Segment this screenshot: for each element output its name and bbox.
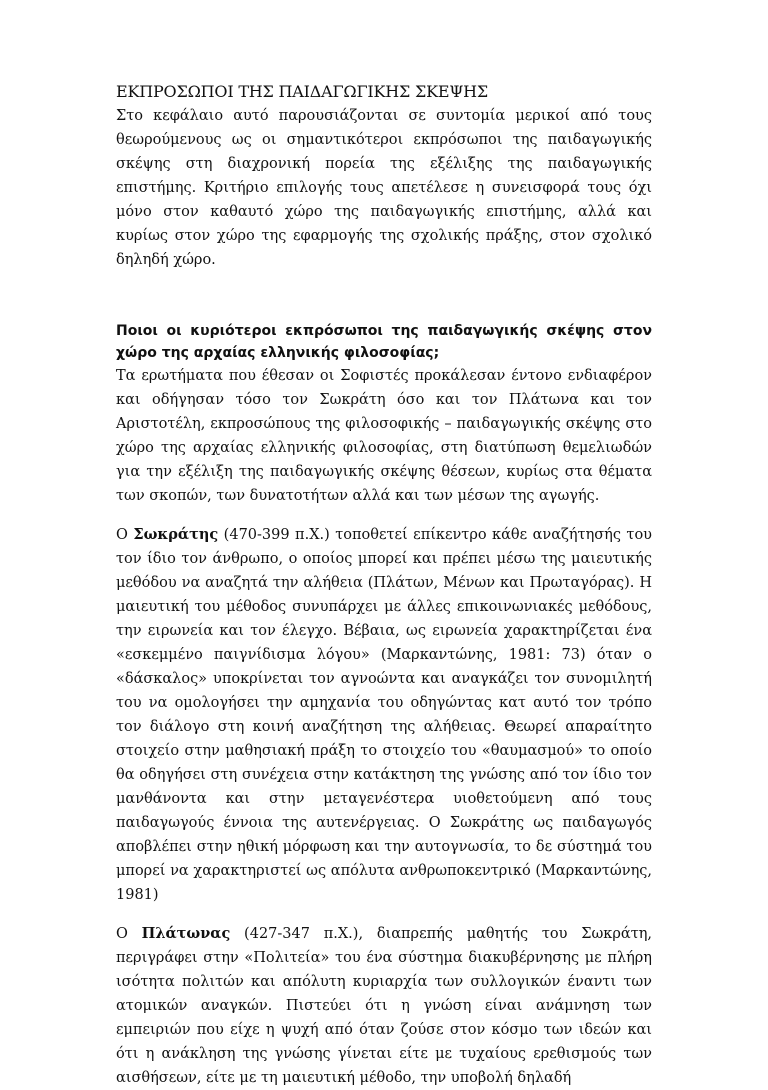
document-title: ΕΚΠΡΟΣΩΠΟΙ ΤΗΣ ΠΑΙΔΑΓΩΓΙΚΗΣ ΣΚΕΨΗΣ [116,82,489,101]
paragraph-spacer [116,907,652,922]
plato-prefix: Ο [116,926,142,942]
document-page [116,80,652,1090]
section-question: Ποιοι οι κυριότεροι εκπρόσωποι της παιδαγωγικής σκέψης στον χώρο της αρχαίας ελληνικής φιλοσοφίας; [116,323,652,361]
section-spacer [116,272,652,320]
answer-paragraph: Τα ερωτήματα που έθεσαν οι Σοφιστές προκάλεσαν έντονο ενδιαφέρον και οδήγησαν τόσο τον Σωκράτη όσο και τον Πλάτωνα και τον Αριστοτέλη, εκπροσώπους της φιλοσοφικής – παιδαγωγικής σκέψης στο χώρο της αρχαίας ελληνικής φιλοσοφίας, στη διατύπωση θεμελιωδών για την εξέλιξη της παιδαγωγικής σκέψης θέσεων, κυρίως στα θέματα των σκοπών, των δυνατοτήτων αλλά και των μέσων της αγωγής. [116,368,652,504]
socrates-prefix: Ο [116,527,134,543]
plato-text: (427-347 π.Χ.), διαπρεπής μαθητής του Σωκράτη, περιγράφει στην «Πολιτεία» του ένα σύστημα διακυβέρνησης με πλήρη ισότητα πολιτών και απόλυτη κυριαρχία των συλλογικών έναντι των ατομικών αναγκών. Πιστεύει ότι η γνώση είναι ανάμνηση των εμπειριών που είχε η ψυχή από όταν ζούσε στον κόσμο των ιδεών και ότι η ανάκληση της γνώσης γίνεται είτε με τυχαίους ερεθισμούς των αισθήσεων, είτε με τη μαιευτική μέθοδο, την υποβολή δηλαδή [116,926,653,1086]
socrates-text: (470-399 π.Χ.) τοποθετεί επίκεντρο κάθε αναζήτησής του τον ίδιο τον άνθρωπο, ο οποίος μπορεί και πρέπει μέσω της μαιευτικής μεθόδου να αναζητά την αλήθεια (Πλάτων, Μένων και Πρωταγόρας). Η μαιευτική του μέθοδος συνυπάρχει με άλλες επικοινωνιακές μεθόδους, την ειρωνεία και τον έλεγχο. Βέβαια, ως ειρωνεία χαρακτηρίζεται ένα «εσκεμμένο παιγνίδισμα λόγου» (Μαρκαντώνης, 1981: 73) όταν ο «δάσκαλος» υποκρίνεται τον αγνοώντα και αναγκάζει τον συνομιλητή του να ομολογήσει την αμηχανία του οδηγώντας κατ αυτό τον τρόπο τον διάλογο στη κοινή αναζήτηση της αλήθειας. Θεωρεί απαραίτητο στοιχείο στην μαθησιακή πράξη το στοιχείο του «θαυμασμού» το οποίο θα οδηγήσει στη συνέχεια στην κατάκτηση της γνώσης από τον ίδιο τον μανθάνοντα και στην μεταγενέστερα υιοθετούμενη από τους παιδαγωγούς έννοια της αυτενέργειας. Ο Σωκράτης ως παιδαγωγός αποβλέπει στην ηθική μόρφωση και την αυτογνωσία, το δε σύστημά του μπορεί να χαρακτηριστεί ως απόλυτα ανθρωποκεντρικό (Μαρκαντώνης, 1981) [116,527,652,903]
plato-paragraph [116,922,652,1090]
socrates-name: Σωκράτης [133,526,219,543]
intro-paragraph: Στο κεφάλαιο αυτό παρουσιάζονται σε συντομία μερικοί από τους θεωρούμενους ως οι σημαντικότεροι εκπρόσωποι της παιδαγωγικής σκέψης στη διαχρονική πορεία της εξέλιξης της παιδαγωγικής επιστήμης. Κριτήριο επιλογής τους απετέλεσε η συνεισφορά τους όχι μόνο στον καθαυτό χώρο της παιδαγωγικής επιστήμης, αλλά και κυρίως στον χώρο της εφαρμογής της σχολικής πράξης, στον σχολικό δηληδή χώρο. [116,108,652,268]
plato-name: Πλάτωνας [141,925,231,942]
socrates-paragraph [116,523,652,907]
paragraph-spacer [116,508,652,523]
